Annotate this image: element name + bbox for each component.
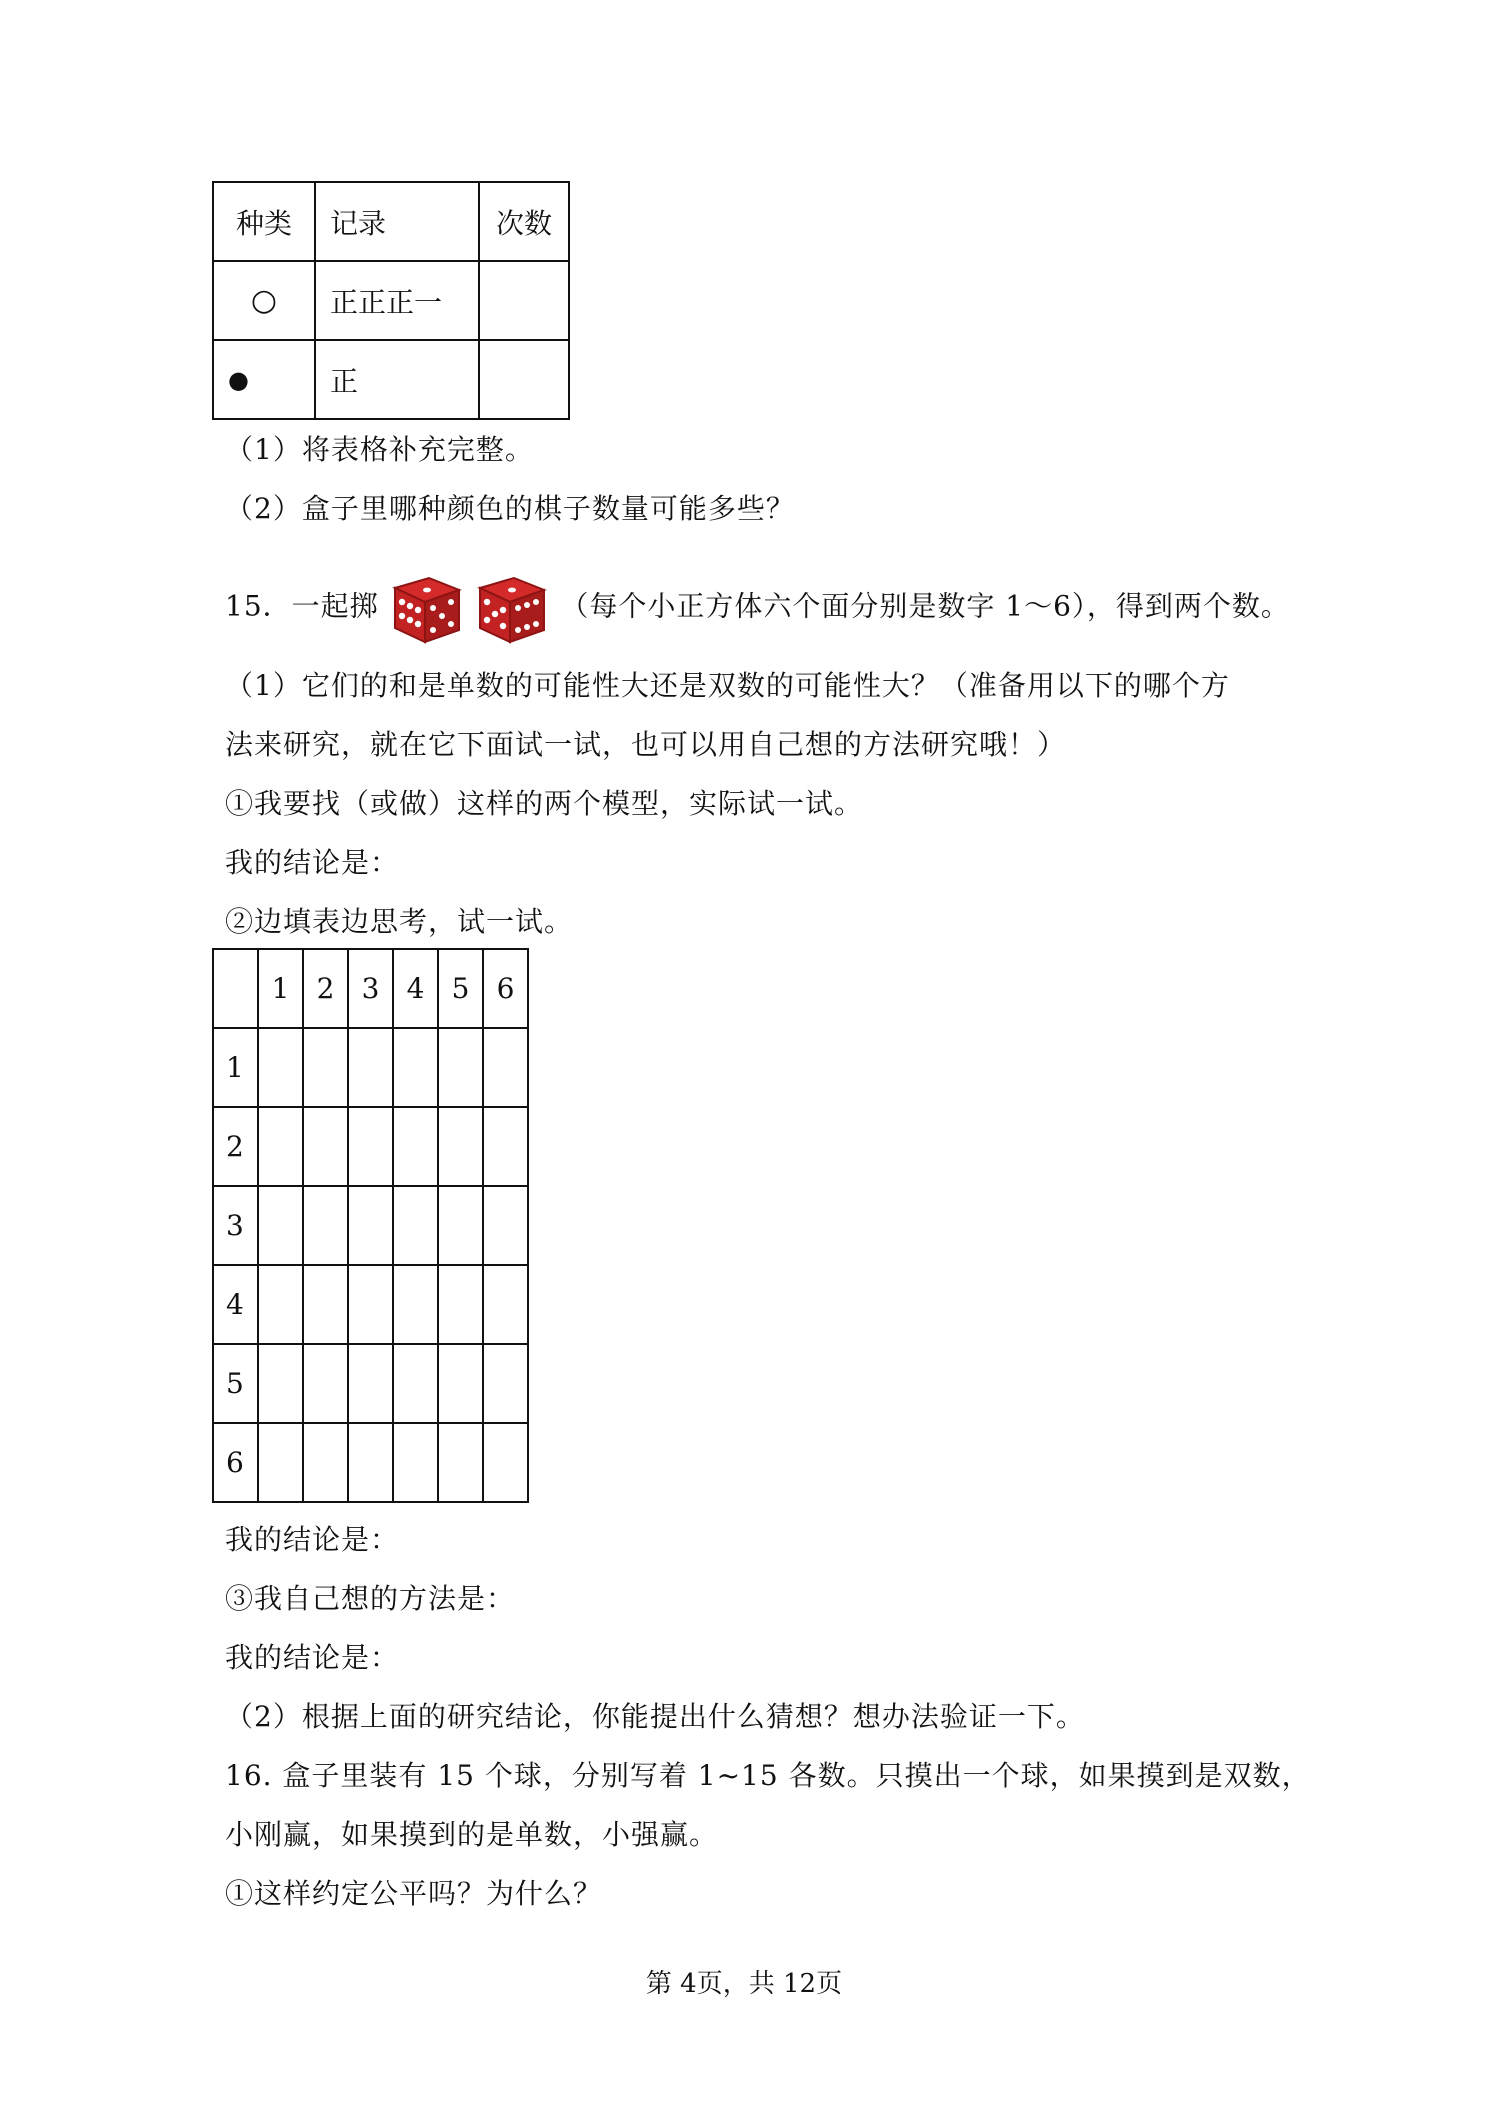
col-header: 6 <box>483 949 528 1028</box>
table-header-row <box>213 182 569 261</box>
kind-cell: ○ <box>213 261 315 340</box>
input-cell[interactable] <box>393 1423 438 1502</box>
dice-body <box>480 578 544 642</box>
q15-conclusion1: 我的结论是： <box>225 846 400 879</box>
row-header: 2 <box>213 1107 258 1186</box>
input-cell[interactable] <box>348 1423 393 1502</box>
col-header: 4 <box>393 949 438 1028</box>
q15-part2: （2）根据上面的研究结论，你能提出什么猜想？想办法验证一下。 <box>225 1700 1085 1733</box>
input-cell[interactable] <box>393 1107 438 1186</box>
count-cell <box>479 340 569 419</box>
q15-title <box>225 570 1290 642</box>
dice-icon <box>389 570 465 646</box>
table-header-row <box>213 949 528 1028</box>
input-cell[interactable] <box>438 1186 483 1265</box>
input-cell[interactable] <box>483 1028 528 1107</box>
corner-cell <box>213 949 258 1028</box>
input-cell[interactable] <box>303 1028 348 1107</box>
input-cell[interactable] <box>258 1423 303 1502</box>
record-cell: 正正正一 <box>315 261 479 340</box>
q15-method1: ①我要找（或做）这样的两个模型，实际试一试。 <box>225 787 864 820</box>
q16-question: ①这样约定公平吗？为什么？ <box>225 1877 603 1910</box>
header-cell: 记录 <box>315 182 479 261</box>
input-cell[interactable] <box>438 1423 483 1502</box>
dice-icon <box>474 570 550 646</box>
input-cell[interactable] <box>483 1186 528 1265</box>
q15-conclusion2: 我的结论是： <box>225 1523 400 1556</box>
input-cell[interactable] <box>348 1344 393 1423</box>
count-cell <box>479 261 569 340</box>
col-header: 2 <box>303 949 348 1028</box>
input-cell[interactable] <box>303 1344 348 1423</box>
q15-prefix: 15．一起掷 <box>225 589 379 623</box>
q14-part1: （1）将表格补充完整。 <box>225 433 534 466</box>
kind-cell: ● <box>213 340 315 419</box>
table-row <box>213 1265 528 1344</box>
q15-suffix: （每个小正方体六个面分别是数字 1～6），得到两个数。 <box>560 589 1290 623</box>
input-cell[interactable] <box>348 1028 393 1107</box>
input-cell[interactable] <box>258 1107 303 1186</box>
table-row <box>213 1423 528 1502</box>
input-cell[interactable] <box>348 1265 393 1344</box>
q15-part1-line2: 法来研究，就在它下面试一试，也可以用自己想的方法研究哦！） <box>225 728 1067 761</box>
row-header: 3 <box>213 1186 258 1265</box>
row-header: 1 <box>213 1028 258 1107</box>
input-cell[interactable] <box>303 1265 348 1344</box>
row-header: 4 <box>213 1265 258 1344</box>
input-cell[interactable] <box>303 1423 348 1502</box>
input-cell[interactable] <box>348 1186 393 1265</box>
header-cell: 次数 <box>479 182 569 261</box>
page-footer: 第 4页，共 12页 <box>645 1969 843 1999</box>
q15-method2: ②边填表边思考，试一试。 <box>225 905 574 938</box>
q14-part2: （2）盒子里哪种颜色的棋子数量可能多些？ <box>225 492 795 525</box>
sum-table <box>212 948 529 1503</box>
input-cell[interactable] <box>258 1028 303 1107</box>
input-cell[interactable] <box>393 1265 438 1344</box>
input-cell[interactable] <box>303 1186 348 1265</box>
record-cell: 正 <box>315 340 479 419</box>
table-row <box>213 1186 528 1265</box>
col-header: 5 <box>438 949 483 1028</box>
input-cell[interactable] <box>483 1107 528 1186</box>
input-cell[interactable] <box>393 1344 438 1423</box>
table-row <box>213 1107 528 1186</box>
input-cell[interactable] <box>438 1028 483 1107</box>
input-cell[interactable] <box>438 1265 483 1344</box>
row-header: 6 <box>213 1423 258 1502</box>
col-header: 3 <box>348 949 393 1028</box>
input-cell[interactable] <box>258 1186 303 1265</box>
input-cell[interactable] <box>438 1344 483 1423</box>
dice-body <box>395 578 459 642</box>
input-cell[interactable] <box>483 1265 528 1344</box>
table-row <box>213 340 569 419</box>
col-header: 1 <box>258 949 303 1028</box>
table-row <box>213 1344 528 1423</box>
input-cell[interactable] <box>483 1344 528 1423</box>
input-cell[interactable] <box>438 1107 483 1186</box>
row-header: 5 <box>213 1344 258 1423</box>
header-cell: 种类 <box>213 182 315 261</box>
input-cell[interactable] <box>303 1107 348 1186</box>
input-cell[interactable] <box>393 1186 438 1265</box>
q16-line2: 小刚赢，如果摸到的是单数，小强赢。 <box>225 1818 719 1851</box>
table-row <box>213 261 569 340</box>
tally-table <box>212 181 570 420</box>
q15-method3: ③我自己想的方法是： <box>225 1582 516 1615</box>
q15-conclusion3: 我的结论是： <box>225 1641 400 1674</box>
table-row <box>213 1028 528 1107</box>
input-cell[interactable] <box>348 1107 393 1186</box>
input-cell[interactable] <box>393 1028 438 1107</box>
input-cell[interactable] <box>483 1423 528 1502</box>
input-cell[interactable] <box>258 1265 303 1344</box>
input-cell[interactable] <box>258 1344 303 1423</box>
q15-part1-line1: （1）它们的和是单数的可能性大还是双数的可能性大？（准备用以下的哪个方 <box>225 669 1230 702</box>
q16-line1: 16. 盒子里装有 15 个球，分别写着 1~15 各数。只摸出一个球，如果摸到是双数， <box>225 1759 1311 1792</box>
